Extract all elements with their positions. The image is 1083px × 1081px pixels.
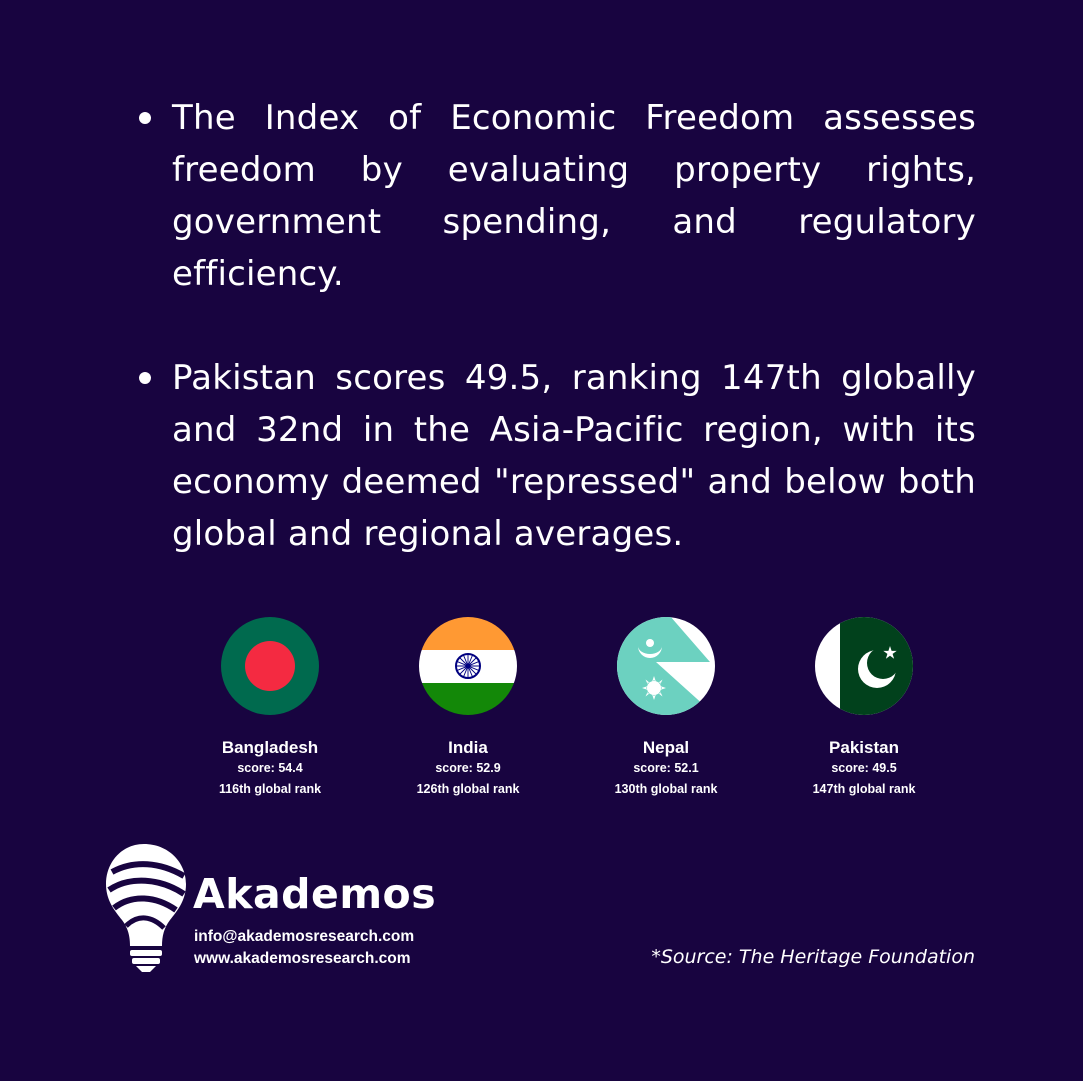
bullet-dot xyxy=(139,372,151,384)
bullet-item xyxy=(136,352,976,560)
country-card-pakistan xyxy=(764,616,964,800)
bangladesh-flag-icon xyxy=(220,616,320,716)
brand-website[interactable]: www.akademosresearch.com xyxy=(194,950,411,967)
country-card-nepal xyxy=(566,616,766,800)
india-flag-icon xyxy=(418,616,518,716)
country-name: Pakistan xyxy=(829,738,899,757)
bullet-text: The Index of Economic Freedom assesses freedom by evaluating property rights, government spending, and regulatory efficiency. xyxy=(172,98,976,294)
country-rank: 147th global rank xyxy=(812,782,916,796)
country-rank: 126th global rank xyxy=(416,782,520,796)
country-name: Bangladesh xyxy=(221,738,319,757)
country-rank: 116th global rank xyxy=(218,782,322,796)
brand-email[interactable]: info@akademosresearch.com xyxy=(194,928,415,945)
country-score: score: 52.9 xyxy=(435,761,501,775)
bullet-text: Pakistan scores 49.5, ranking 147th globally and 32nd in the Asia-Pacific region, with its economy deemed "repressed" and below both global and regional averages. xyxy=(172,358,976,554)
country-card-bangladesh xyxy=(170,616,370,800)
country-name: Nepal xyxy=(642,738,690,757)
country-score: score: 54.4 xyxy=(237,761,303,775)
country-card-india xyxy=(368,616,568,800)
bullet-item xyxy=(136,92,976,300)
pakistan-flag-icon xyxy=(814,616,914,716)
nepal-flag-icon xyxy=(616,616,716,716)
bullet-dot xyxy=(139,112,151,124)
source-note: *Source: The Heritage Foundation xyxy=(651,946,975,968)
country-score: score: 52.1 xyxy=(633,761,699,775)
country-name: India xyxy=(448,738,488,757)
country-score: score: 49.5 xyxy=(831,761,897,775)
lightbulb-logo-icon xyxy=(104,842,188,972)
country-rank: 130th global rank xyxy=(614,782,718,796)
bullet-list xyxy=(136,92,976,560)
brand-name: Akademos xyxy=(193,870,437,918)
